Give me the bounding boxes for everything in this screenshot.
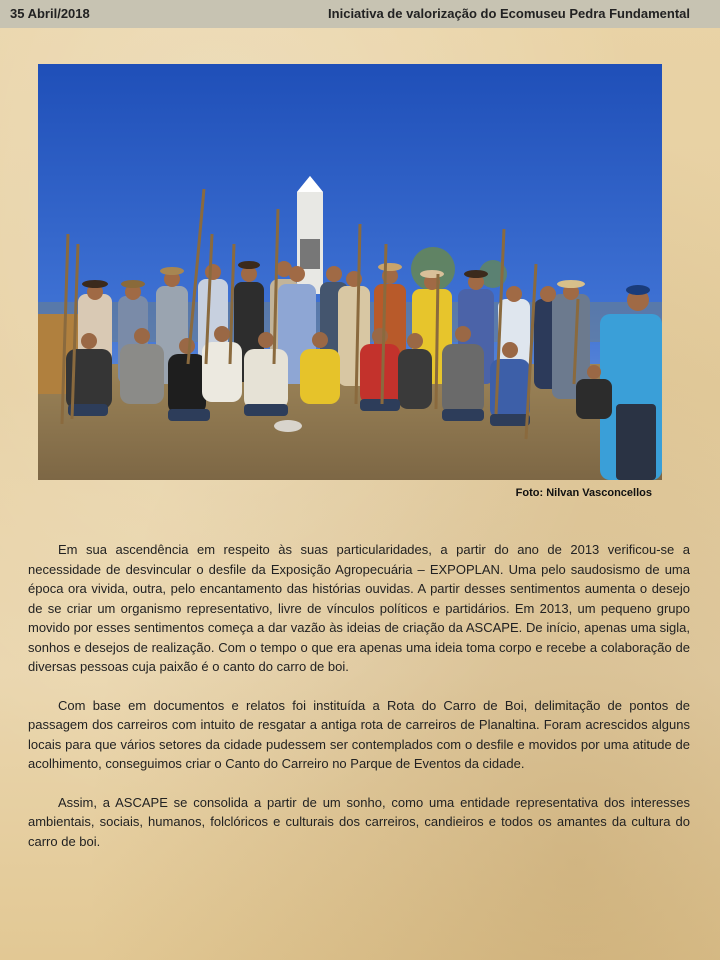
photo-credit: Foto: Nilvan Vasconcellos bbox=[515, 487, 652, 499]
page-number-date: 35 Abril/2018 bbox=[10, 6, 90, 21]
article-paragraph-3: Assim, a ASCAPE se consolida a partir de um sonho, como uma entidade representativa dos interesses ambientais, sociais, humanos, folclóricos e culturais dos carreiros, candieiros e todos os amantes da cultura do carro de boi. bbox=[28, 794, 690, 849]
group-photo bbox=[38, 64, 662, 480]
header-title: Iniciativa de valorização do Ecomuseu Pedra Fundamental bbox=[328, 6, 690, 21]
page-header bbox=[0, 0, 720, 28]
group-photo-icon bbox=[38, 64, 662, 480]
article-body bbox=[28, 540, 690, 870]
article-paragraph-1: Em sua ascendência em respeito às suas particularidades, a partir do ano de 2013 verificou-se a necessidade de desvincular o desfile da Exposição Agropecuária – EXPOPLAN. Uma pelo saudosismo de uma época ora vivida, outra, pelo encantamento das histórias ouvidas. A partir desses sentimentos aumenta o desejo de se criar um organismo representativo, livre de vínculos políticos e partidários. Em 2013, um pequeno grupo movido por esses sentimentos começa a dar vazão às ideias de criação da ASCAPE. De início, apenas uma sigla, sonhos e desejos de realização. Com o tempo o que era apenas uma ideia toma corpo e recebe a colaboração de diversas pessoas cuja paixão é o canto do carro de boi. bbox=[28, 542, 690, 674]
article-paragraph-2: Com base em documentos e relatos foi instituída a Rota do Carro de Boi, delimitação de pontos de passagem dos carreiros com intuito de resgatar a antiga rota de carreiros de Planaltina. Foram acrescidos alguns locais para que vários setores da cidade pudessem ser contemplados com o desfile e movidos por uma atitude de acolhimento, conseguimos criar o Canto do Carreiro no Parque de Eventos da cidade. bbox=[28, 697, 690, 771]
